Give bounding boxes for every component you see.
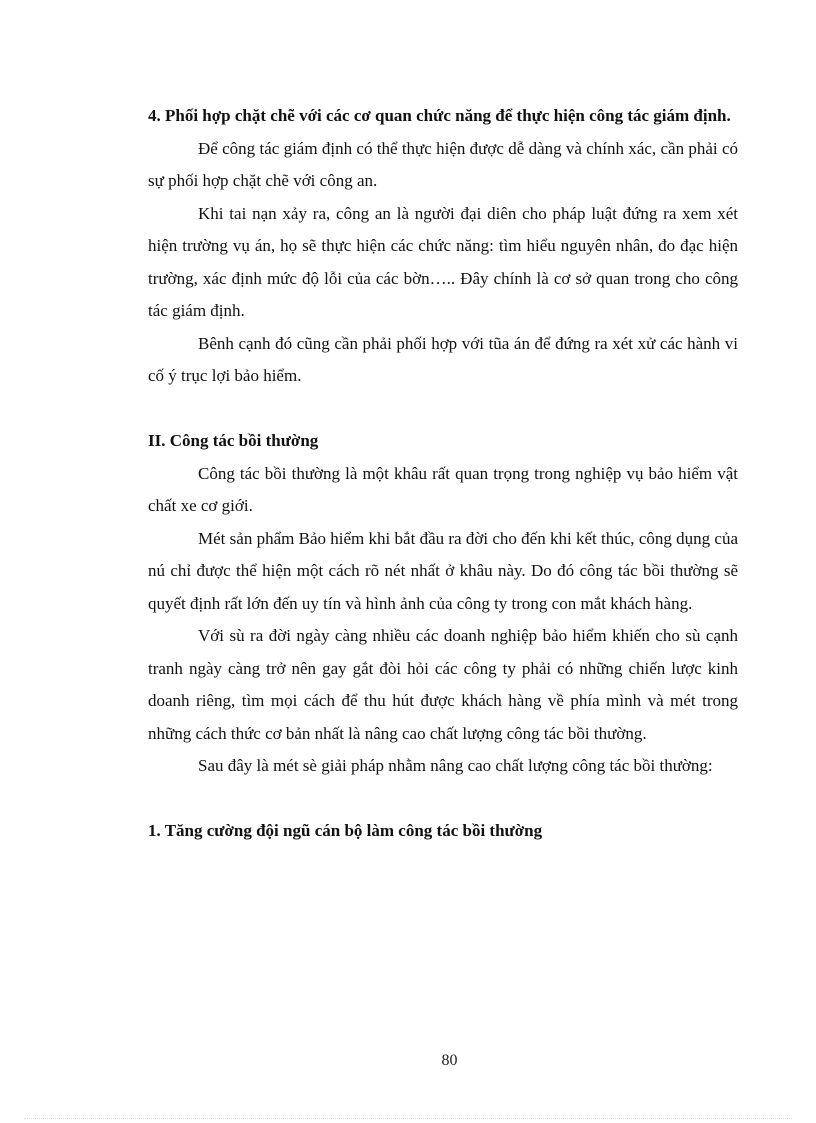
section-ii-paragraph: Mét sản phẩm Bảo hiểm khi bắt đầu ra đời cho đến khi kết thúc, công dụng của nú chỉ được thể hiện một cách rõ nét nhất ở khâu này. Do đó công tác bồi thường sẽ quyết định rất lớn đến uy tín và hình ảnh của công ty trong con mắt khách hàng.: [148, 528, 738, 613]
page-number: 80: [441, 1052, 458, 1069]
section-ii-paragraph: Sau đây là mét sè giải pháp nhằm nâng cao chất lượng công tác bồi thường:: [198, 756, 713, 775]
section-ii-paragraph: Với sù ra đời ngày càng nhiều các doanh nghiệp bảo hiểm khiến cho sù cạnh tranh ngày càng trở nên gay gắt đòi hỏi các công ty phải có những chiến lược kinh doanh riêng, tìm mọi cách để thu hút được khách hàng về phía mình và mét trong những cách thức cơ bản nhất là nâng cao chất lượng công tác bồi thường.: [148, 626, 738, 743]
section-4-paragraph: Khi tai nạn xảy ra, công an là người đại diên cho pháp luật đứng ra xem xét hiện trường vụ án, họ sẽ thực hiện các chức năng: tìm hiểu nguyên nhân, đo đạc hiện trường, xác định mức độ lỗi của các bờn….. Đây chính là cơ sở quan trong cho công tác giám định.: [148, 203, 738, 320]
page-number-container: [0, 1052, 816, 1070]
section-spacer: [148, 393, 738, 426]
section-1-heading: 1. Tăng cường đội ngũ cán bộ làm công tác bồi thường: [148, 821, 543, 840]
section-4-heading: 4. Phối hợp chặt chẽ với các cơ quan chức năng để thực hiện công tác giám định.: [148, 106, 731, 125]
document-page: [148, 100, 738, 848]
page-bottom-divider: [24, 1118, 792, 1119]
section-4-paragraph: Để công tác giám định có thể thực hiện được dễ dàng và chính xác, cần phải có sự phối hợp chặt chẽ với công an.: [148, 138, 738, 190]
section-spacer: [148, 783, 738, 816]
section-ii-heading: II. Công tác bồi thường: [148, 431, 319, 450]
section-ii-paragraph: Công tác bồi thường là một khâu rất quan trọng trong nghiệp vụ bảo hiểm vật chất xe cơ giới.: [148, 463, 738, 515]
section-4-paragraph: Bênh cạnh đó cũng cần phải phối hợp với tũa án để đứng ra xét xử các hành vi cố ý trục lợi bảo hiểm.: [148, 333, 738, 385]
